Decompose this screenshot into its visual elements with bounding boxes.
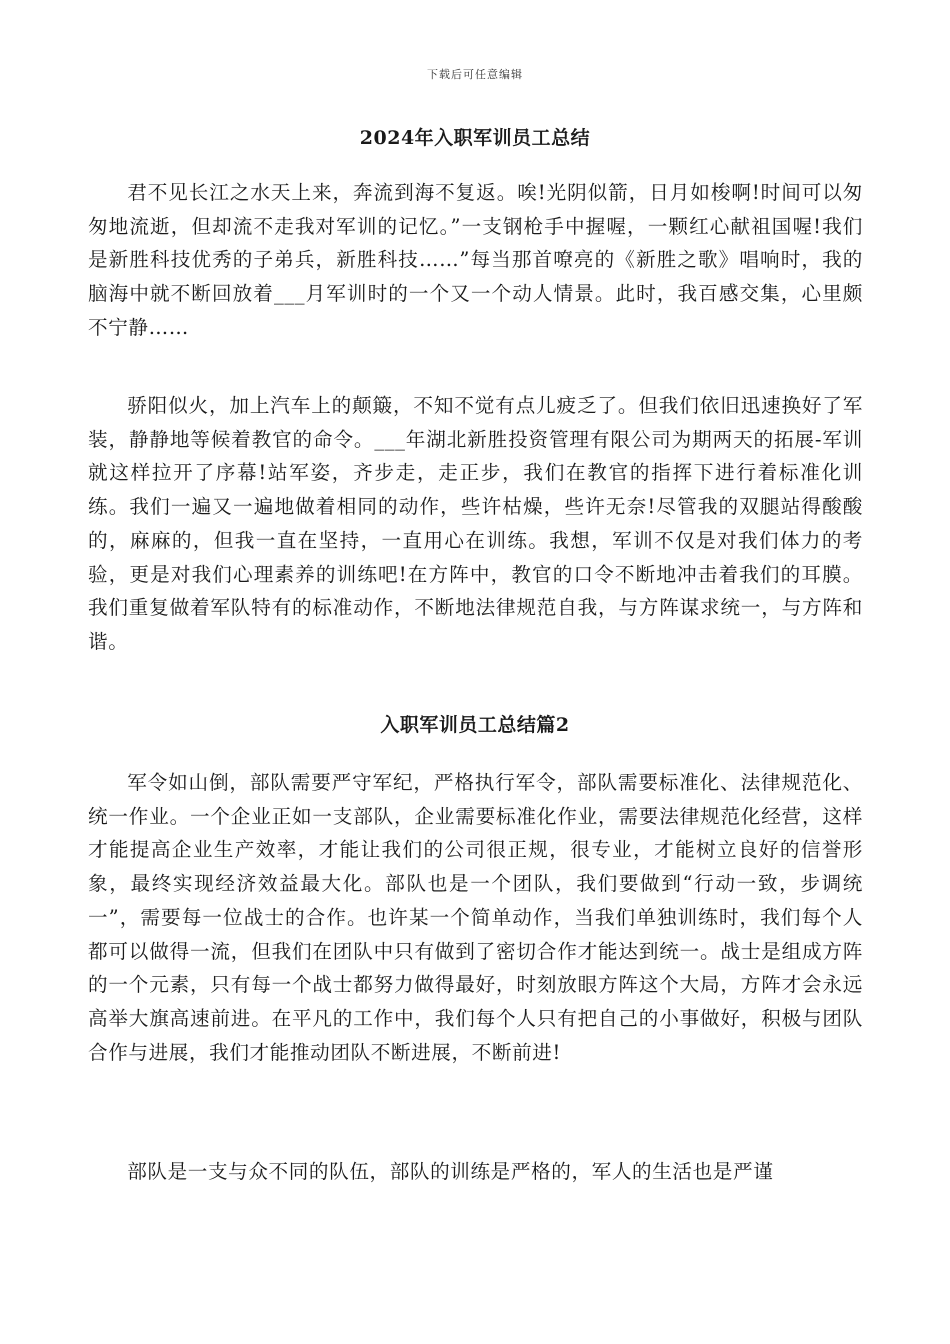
paragraph-2: 骄阳似火，加上汽车上的颠簸，不知不觉有点儿疲乏了。但我们依旧迅速换好了军装，静静地等候着教官的命令。___年湖北新胜投资管理有限公司为期两天的拓展-军训就这样拉开了序幕!站军姿，齐步走，走正步，我们在教官的指挥下进行着标准化训练。我们一遍又一遍地做着相同的动作，些许枯燥，些许无奈!尽管我的双腿站得酸酸的，麻麻的，但我一直在坚持，一直用心在训练。我想，军训不仅是对我们体力的考验，更是对我们心理素养的训练吧!在方阵中，教官的口令不断地冲击着我们的耳膜。我们重复做着军队特有的标准动作，不断地法律规范自我，与方阵谋求统一，与方阵和谐。 xyxy=(88,394,863,653)
page-header-note: 下载后可任意编辑 xyxy=(427,68,523,81)
document-title: 2024年入职军训员工总结 xyxy=(359,127,591,149)
paragraph-1: 君不见长江之水天上来，奔流到海不复返。唉!光阴似箭，日月如梭啊!时间可以匆匆地流逝，但却流不走我对军训的记忆。”一支钢枪手中握喔，一颗红心献祖国喔!我们是新胜科技优秀的子弟兵，新胜科技……”每当那首嘹亮的《新胜之歌》唱响时，我的脑海中就不断回放着___月军训时的一个又一个动人情景。此时，我百感交集，心里颇不宁静…… xyxy=(88,181,863,339)
paragraph-3: 军令如山倒，部队需要严守军纪，严格执行军令，部队需要标准化、法律规范化、统一作业。一个企业正如一支部队，企业需要标准化作业，需要法律规范化经营，这样才能提高企业生产效率，才能让我们的公司很正规，很专业，才能树立良好的信誉形象，最终实现经济效益最大化。部队也是一个团队，我们要做到“行动一致，步调统一”，需要每一位战士的合作。也许某一个简单动作，当我们单独训练时，我们每个人都可以做得一流，但我们在团队中只有做到了密切合作才能达到统一。战士是组成方阵的一个元素，只有每一个战士都努力做得最好，时刻放眼方阵这个大局，方阵才会永远高举大旗高速前进。在平凡的工作中，我们每个人只有把自己的小事做好，积极与团队合作与进展，我们才能推动团队不断进展，不断前进! xyxy=(88,771,863,1064)
paragraph-4: 部队是一支与众不同的队伍，部队的训练是严格的，军人的生活也是严谨 xyxy=(127,1160,774,1183)
section-heading-2: 入职军训员工总结篇2 xyxy=(380,714,570,736)
